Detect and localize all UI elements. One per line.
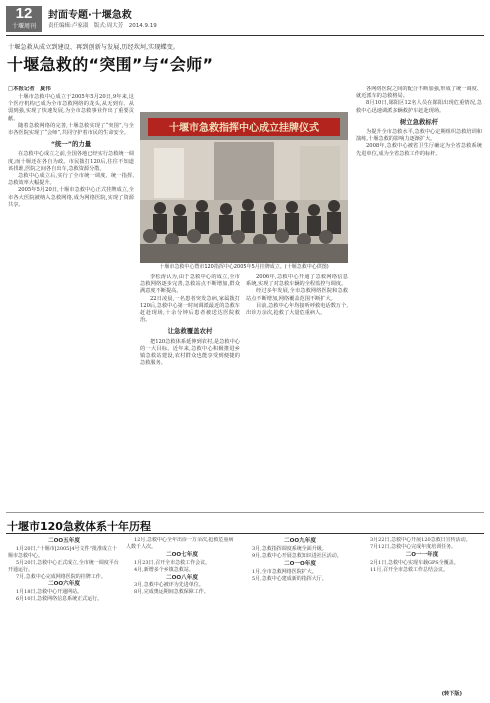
paragraph: 各网络医院之间的配合不断加强,形成了统一调度、就近派车的急救格局。 <box>356 86 482 100</box>
timeline-entry: 7月,急救中心完成网络医院的挂牌工作。 <box>16 573 106 580</box>
timeline-entry: 2月1日,急救中心实现车载GPS全覆盖。 <box>370 559 459 566</box>
article-column-2 <box>140 274 240 504</box>
timeline-entry: 4月,新增多个乡镇急救站。 <box>134 566 194 573</box>
timeline-entry: 3月,急救指挥调度系统全面升级。 <box>252 545 327 552</box>
paragraph: 目前,急救中心年均接听呼救电话数万个,出诊万余次,抢救了大量危重病人。 <box>246 302 348 317</box>
photo-caption: 十堰市急救中心暨市120指挥中心2005年5月挂牌成立。(十堰急救中心供图) <box>159 264 329 270</box>
timeline-entry: 1月23日,召开全市急救工作会议。 <box>134 559 211 566</box>
news-photo <box>140 112 348 263</box>
reporter-byline: □本报记者 夏伟 <box>8 86 51 92</box>
section-subtitle: “统一”的力量 <box>50 140 92 149</box>
timeline-year: 二O一O年度 <box>284 560 316 567</box>
timeline-entry: 3月,急救中心被评为先进单位。 <box>134 582 204 589</box>
timeline-entry: 6月10日,急救网络信息系统正式运行。 <box>16 596 103 603</box>
page-number: 12 <box>15 5 33 22</box>
timeline-year: 二OO七年度 <box>166 551 198 558</box>
paragraph: 22日凌晨,一名患者突发急病,家属拨打120后,急救中心第一时间调派最近的急救车赶赴现场,十余分钟后患者被送达医院救治。 <box>140 295 240 324</box>
section-subtitle: 树立急救标杆 <box>399 117 439 126</box>
masthead-divider <box>6 35 484 36</box>
timeline-year: 二O一一年度 <box>405 551 439 558</box>
timeline-title: 十堰市120急救体系十年历程 <box>7 520 151 533</box>
timeline-column-4 <box>362 537 482 697</box>
timeline-entry: 5月20日,急救中心正式成立,全市统一调度平台开通运行。 <box>8 559 119 573</box>
timeline-entry: 12月,急救中心全年出诊一万余次,抢救危重病人数千人次。 <box>126 537 234 550</box>
section-subtitle: 让急救覆盖农村 <box>167 327 213 336</box>
section-title: 封面专题·十堰急救 <box>48 10 132 21</box>
banner-text: 十堰市急救指挥中心成立挂牌仪式 <box>169 123 319 134</box>
continued-note: (转下版) <box>441 691 462 697</box>
timeline-entry: 1月20日,“十堰市[2005]4号文件”批准成立十堰市急救中心。 <box>8 545 118 559</box>
paragraph: 李松涛认为,由于急救中心的成立,全市急救网络逐步完善,急救站点不断增加,群众满意度不断提高。 <box>140 274 240 295</box>
paragraph: 为提升全市急救水平,急救中心定期组织急救培训和演练,十堰急救的影响力逐渐扩大。 <box>356 129 482 143</box>
page-badge <box>6 6 42 32</box>
paragraph: 随着急救网络的完善,十堰急救实现了“突围”,与全市各医院实现了“会师”,共同守护着市民的生命安全。 <box>8 122 134 137</box>
editor-credits: 责任编辑:卢家淑 版式:周大芳 2014.9.19 <box>48 23 157 29</box>
article-subhead: 十堰急救从成立到建设、再到创新与发展,历经坎坷,实现蝶变。 <box>8 44 179 51</box>
timeline-year: 二OO八年度 <box>166 574 198 581</box>
timeline-entry: 9月,急救中心开展急救知识进社区活动。 <box>252 552 342 559</box>
paragraph: 急救中心成立后,实行了全市统一调度、统一指挥,急救效率大幅提升。 <box>8 173 134 187</box>
timeline-entry: 3月22日,急救中心开展120急救日宣传活动。 <box>370 537 471 543</box>
timeline-column-1 <box>8 537 120 697</box>
timeline-year: 二OO六年度 <box>48 581 80 588</box>
timeline-entry: 1月18日,急救中心开通网站。 <box>16 589 83 596</box>
paragraph: 2005年5月20日,十堰市急救中心正式挂牌成立,全市各大医院被纳入急救网络,成为网络医院,实现了资源共享。 <box>8 187 134 208</box>
timeline-entry: 7月12日,急救中心完成年度培训任务。 <box>370 543 457 550</box>
paragraph: 在急救中心成立之前,全国各地已经实行急救统一调度,而十堰还在各自为政。市民拨打120后,往往不知道该找谁,医院之间各自出车,急救资源分散。 <box>8 151 134 172</box>
brand-name: 十堰周刊 <box>11 23 36 30</box>
timeline-top-rule <box>6 512 484 513</box>
timeline-column-2 <box>126 537 238 697</box>
paragraph: 8月10日,郧阳区12名人员在郧阳出现危重情况,急救中心迅速调派多辆救护车赶赴现场。 <box>356 100 482 114</box>
timeline-entry: 5月,急救中心建成新的指挥大厅。 <box>252 575 327 582</box>
paragraph: 2006年,急救中心开通了急救网络信息系统,实现了对急救车辆的全程监控与调度。 <box>246 274 348 288</box>
paragraph: 经过多年发展,全市急救网络医院和急救站点不断增加,网络覆盖范围不断扩大。 <box>246 288 348 302</box>
paragraph: 把120急救体系延伸到农村,是急救中心的一大目标。近年来,急救中心积极推进乡镇急救站建设,农村群众也能享受到便捷的急救服务。 <box>140 338 240 367</box>
ceremony-photo-graphic <box>140 112 348 263</box>
timeline-divider <box>6 533 484 534</box>
article-column-3 <box>246 274 348 504</box>
article-column-1 <box>8 86 134 504</box>
timeline-year: 二OO九年度 <box>284 538 316 544</box>
article-column-4 <box>356 86 482 504</box>
timeline-entry: 1月,全市急救网络医院扩大。 <box>252 568 317 575</box>
timeline-entry: 11月,召开全市急救工作总结会议。 <box>370 566 448 573</box>
timeline-year: 二OO五年度 <box>48 538 80 544</box>
timeline-column-3 <box>244 537 356 697</box>
paragraph: 十堰市急救中心成立于2005年5月20日,9年来,这个医疗机构已成为全市急救网络的龙头,从无到有、从弱到强,实现了快速发展,为全市急救事业作出了重要贡献。 <box>8 94 134 122</box>
timeline-entry: 8月,完成奥运期间急救保障工作。 <box>134 589 209 596</box>
paragraph: 2008年,急救中心被省卫生厅确定为全省急救系统先进单位,成为全省急救工作的标杆。 <box>356 143 482 157</box>
article-headline: 十堰急救的“突围”与“会师” <box>7 55 214 74</box>
